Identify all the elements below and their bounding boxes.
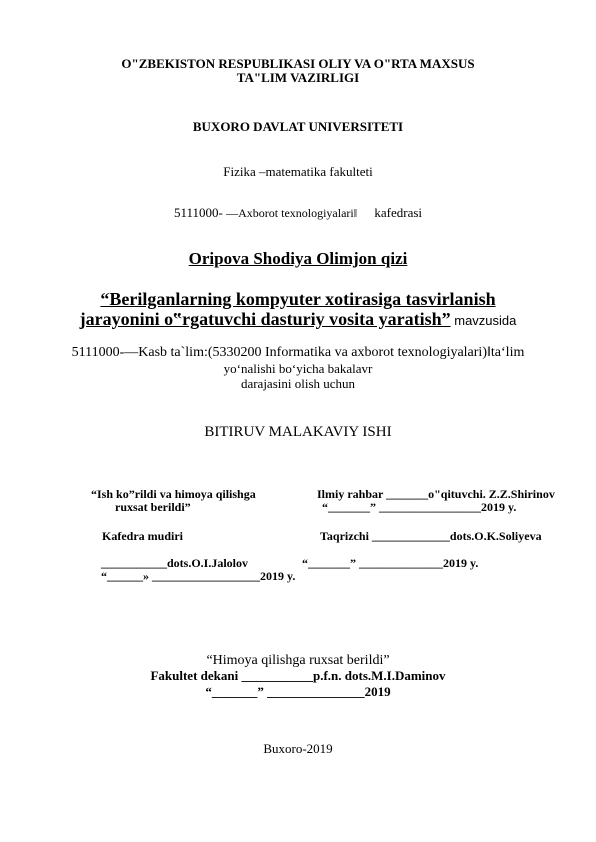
faculty-name: Fizika –matematika fakulteti xyxy=(223,164,373,179)
department-head-label: Kafedra mudiri xyxy=(102,529,183,543)
department-head-date: “______» __________________2019 y. xyxy=(101,569,296,583)
author-name: Oripova Shodiya Olimjon qizi xyxy=(188,249,408,268)
work-type: BITIRUV MALAKAVIY ISHI xyxy=(204,424,392,440)
scientific-advisor-date: “_______” _________________2019 y. xyxy=(322,500,517,514)
department-name: ―Axborot texnologiyalari‖ xyxy=(226,206,358,220)
degree-line-1: 5111000-―Kasb ta`lim:(5330200 Informatika va axborot texnologiyalari)‖ta‘lim xyxy=(71,345,525,360)
topic-line-1 xyxy=(0,289,596,310)
ministry-line-2: TA"LIM VAZIRLIGI xyxy=(236,70,360,85)
department-line xyxy=(0,205,596,221)
department-word: kafedrasi xyxy=(374,205,423,220)
topic-title-1: “Berilganlarning kompyuter xotirasiga tasvirlanish xyxy=(100,289,496,309)
scientific-advisor: Ilmiy rahbar _______o"qituvchi. Z.Z.Shirinov xyxy=(317,487,555,501)
faculty-dean: Fakultet dekani ___________p.f.n. dots.M.I.Daminov xyxy=(150,668,446,683)
degree-line-3: darajasini olish uchun xyxy=(240,376,356,391)
review-approval-line-1: “Ish ko”rildi va himoya qilishga xyxy=(91,487,256,501)
topic-line-2 xyxy=(0,309,596,330)
place-year: Buxoro-2019 xyxy=(263,741,333,756)
department-code: 5111000- xyxy=(173,205,223,220)
department-head-name: ___________dots.O.I.Jalolov xyxy=(101,556,249,570)
university-name: BUXORO DAVLAT UNIVERSITETI xyxy=(192,119,404,134)
ministry-line-1: O"ZBEKISTON RESPUBLIKASI OLIY VA O"RTA MAXSUS xyxy=(121,56,475,71)
review-approval-line-2: ruxsat berildi” xyxy=(115,500,191,514)
topic-title-2: jarayonini o‟rgatuvchi dasturiy vosita yaratish” xyxy=(79,309,451,329)
topic-suffix: mavzusida xyxy=(450,313,517,328)
defense-title: “Himoya qilishga ruxsat berildi” xyxy=(206,653,390,668)
reviewer-date: “_______” ______________2019 y. xyxy=(302,556,479,570)
defense-date: “_______” _______________2019 xyxy=(205,684,391,699)
degree-line-2: yo‘nalishi bo‘yicha bakalavr xyxy=(223,361,373,376)
reviewer: Taqrizchi _____________dots.O.K.Soliyeva xyxy=(320,529,542,543)
